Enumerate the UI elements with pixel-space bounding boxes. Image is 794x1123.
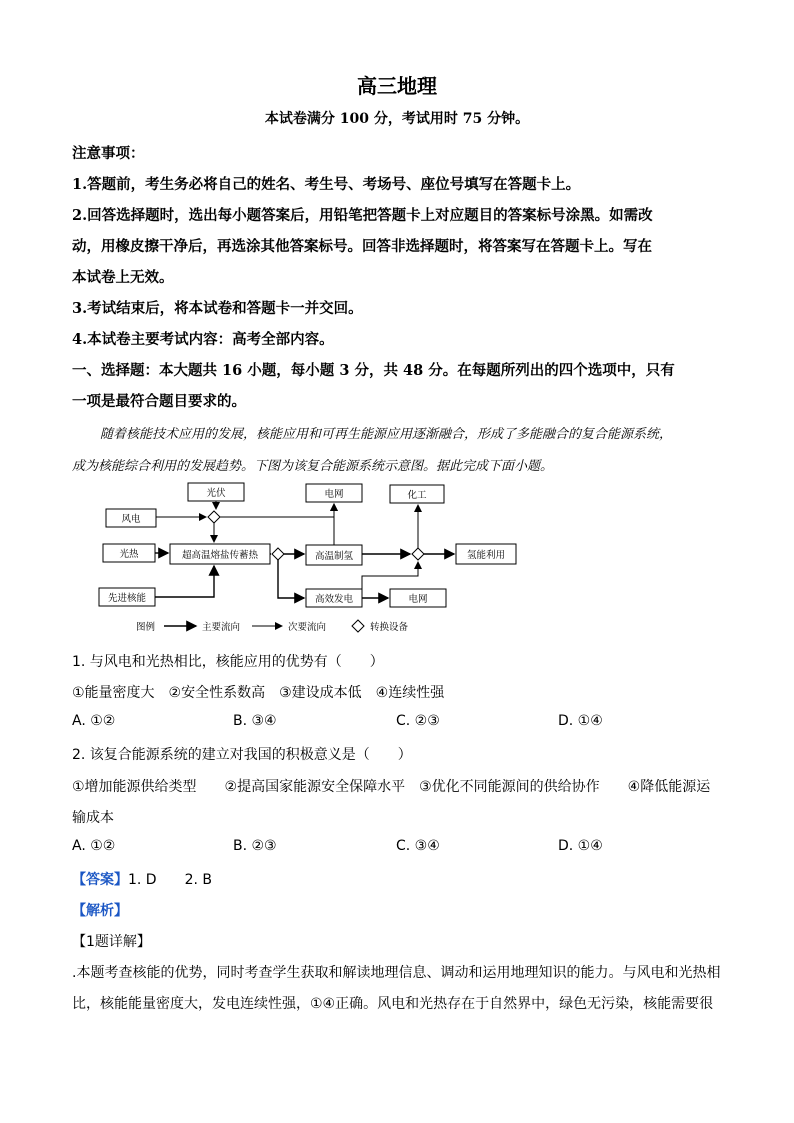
label-wangdian-bottom: 电网	[408, 594, 428, 605]
question-1-option-d: D. ①④	[558, 713, 603, 729]
label-zhiqing: 高温制氢	[314, 551, 354, 562]
section-heading-line1: 一、选择题：本大题共 16 小题，每小题 3 分，共 48 分。在每题所列出的四个选项中，只有	[72, 362, 675, 379]
question-2-option-c: C. ③④	[396, 838, 440, 854]
legend-main-label: 主要流向	[202, 622, 241, 633]
question-1-stem: 1. 与风电和光热相比，核能应用的优势有（ ）	[72, 654, 384, 670]
question-2-statements-cont: 输成本	[72, 810, 114, 826]
note-line: 2.回答选择题时，选出每小题答案后，用铅笔把答题卡上对应题目的答案标号涂黑。如需改	[72, 207, 653, 224]
converter-diamond-1	[208, 511, 220, 523]
question-1-statements: ①能量密度大 ②安全性系数高 ③建设成本低 ④连续性强	[72, 685, 445, 701]
page-title: 高三地理	[357, 74, 437, 98]
note-line: 动，用橡皮擦干净后，再选涂其他答案标号。回答非选择题时，将答案写在答题卡上。写在	[72, 238, 652, 255]
question-2-stem: 2. 该复合能源系统的建立对我国的积极意义是（ ）	[72, 747, 412, 763]
material-line2: 成为核能综合利用的发展趋势。下图为该复合能源系统示意图。据此完成下面小题。	[72, 459, 554, 474]
converter-diamond-2	[272, 548, 284, 560]
answer-text: 1. D 2. B	[128, 872, 212, 888]
label-hedian: 先进核能	[107, 593, 147, 604]
label-wangdian-top: 电网	[324, 489, 344, 500]
legend-converter-diamond	[352, 620, 364, 632]
flow-line	[362, 562, 418, 589]
flow-line	[155, 566, 214, 597]
page-subtitle: 本试卷满分 100 分，考试用时 75 分钟。	[264, 111, 530, 127]
converter-diamond-3	[412, 548, 424, 560]
label-fengdian: 风电	[121, 514, 141, 525]
label-guangfu: 光伏	[206, 488, 226, 499]
label-guangre: 光热	[119, 549, 139, 560]
note-line: 4.本试卷主要考试内容：高考全部内容。	[72, 331, 334, 348]
note-line: 1.答题前，考生务必将自己的姓名、考生号、考场号、座位号填写在答题卡上。	[72, 176, 581, 193]
question-2-option-d: D. ①④	[558, 838, 603, 854]
section-heading-line2: 一项是最符合题目要求的。	[72, 393, 246, 410]
question-1-option-c: C. ②③	[396, 713, 440, 729]
label-huagong: 化工	[407, 490, 427, 501]
question-1-option-a: A. ①②	[72, 713, 116, 729]
note-line: 本试卷上无效。	[72, 269, 174, 286]
legend-minor-label: 次要流向	[288, 622, 327, 633]
analysis-line	[72, 900, 722, 920]
flow-line	[220, 504, 334, 517]
note-line: 3.考试结束后，将本试卷和答题卡一并交回。	[72, 300, 363, 317]
label-fadian: 高效发电	[314, 594, 354, 605]
flow-line	[278, 560, 304, 598]
analysis-detail-label: 【1题详解】	[72, 934, 151, 950]
question-1-option-b: B. ③④	[233, 713, 277, 729]
notes-heading: 注意事项：	[72, 145, 145, 162]
answer-line	[72, 869, 722, 889]
legend-converter-label: 转换设备	[370, 622, 409, 633]
analysis-line-1: .本题考查核能的优势，同时考查学生获取和解读地理信息、调动和运用地理知识的能力。与风电和光热相	[72, 965, 721, 981]
question-2-statements: ①增加能源供给类型 ②提高国家能源安全保障水平 ③优化不同能源间的供给协作 ④降低能源运	[72, 779, 711, 795]
question-2-option-b: B. ②③	[233, 838, 277, 854]
energy-system-diagram	[0, 478, 794, 638]
answer-label: 【答案】	[72, 872, 128, 888]
material-line1: 随着核能技术应用的发展，核能应用和可再生能源应用逐渐融合，形成了多能融合的复合能源系统，	[100, 427, 673, 442]
analysis-line-2: 比，核能能量密度大，发电连续性强，①④正确。风电和光热存在于自然界中，绿色无污染，核能需要很	[72, 996, 714, 1012]
label-qingli: 氢能利用	[466, 550, 506, 561]
legend-prefix: 图例	[136, 622, 156, 633]
analysis-label: 【解析】	[72, 903, 128, 919]
label-rongyan: 超高温熔盐传蓄热	[181, 550, 259, 561]
question-2-option-a: A. ①②	[72, 838, 116, 854]
